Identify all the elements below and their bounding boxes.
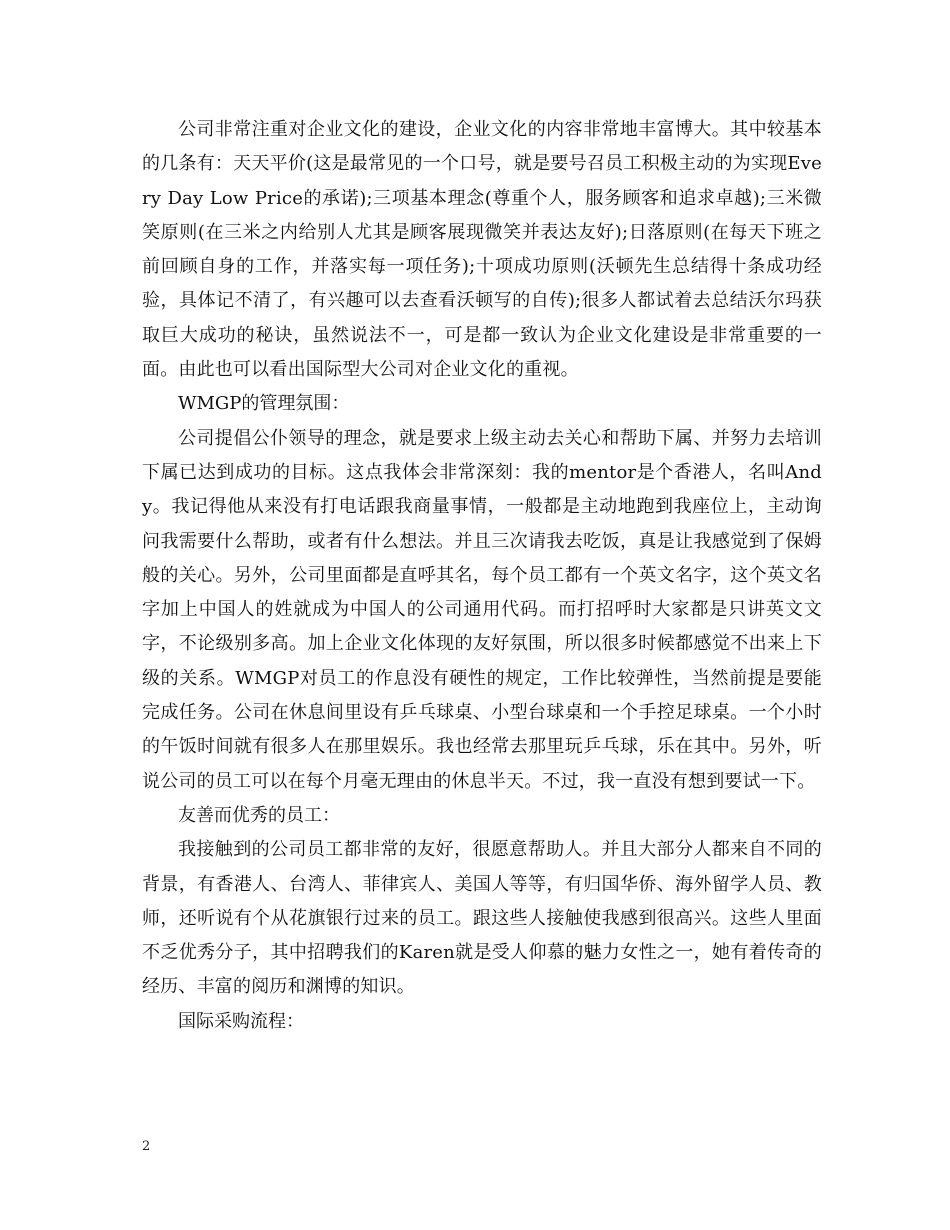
paragraph-employees: 我接触到的公司员工都非常的友好，很愿意帮助人。并且大部分人都来自不同的背景，有香港人、台湾人、菲律宾人、美国人等等，有归国华侨、海外留学人员、教师，还听说有个从花旗银行过来的员工。跟这些人接触使我感到很高兴。这些人里面不乏优秀分子，其中招聘我们的Karen就是受人仰慕的魅力女性之一，她有着传奇的经历、丰富的阅历和渊博的知识。 bbox=[142, 839, 822, 998]
document-body bbox=[142, 113, 822, 1039]
section-heading-employees: 友善而优秀的员工： bbox=[178, 804, 340, 826]
paragraph-corporate-culture: 公司非常注重对企业文化的建设，企业文化的内容非常地丰富博大。其中较基本的几条有：天天平价(这是最常见的一个口号，就是要号召员工积极主动的为实现Every Day Low Price的承诺);三项基本理念(尊重个人，服务顾客和追求卓越);三米微笑原则(在三米之内给别人尤其是顾客展现微笑并表达友好);日落原则(在每天下班之前回顾自身的工作，并落实每一项任务);十项成功原则(沃顿先生总结得十条成功经验，具体记不清了，有兴趣可以去查看沃顿写的自传);很多人都试着去总结沃尔玛获取巨大成功的秘诀，虽然说法不一，可是都一致认为企业文化建设是非常重要的一面。由此也可以看出国际型大公司对企业文化的重视。 bbox=[142, 119, 822, 381]
page-number: 2 bbox=[142, 1139, 151, 1154]
section-heading-management: WMGP的管理氛围： bbox=[178, 393, 350, 415]
section-heading-procurement: 国际采购流程： bbox=[178, 1010, 304, 1032]
paragraph-management-atmosphere: 公司提倡公仆领导的理念，就是要求上级主动去关心和帮助下属、并努力去培训下属已达到成功的目标。这点我体会非常深刻：我的mentor是个香港人，名叫Andy。我记得他从来没有打电话跟我商量事情，一般都是主动地跑到我座位上，主动询问我需要什么帮助，或者有什么想法。并且三次请我去吃饭，真是让我感觉到了保姆般的关心。另外，公司里面都是直呼其名，每个员工都有一个英文名字，这个英文名字加上中国人的姓就成为中国人的公司通用代码。而打招呼时大家都是只讲英文文字，不论级别多高。加上企业文化体现的友好氛围，所以很多时候都感觉不出来上下级的关系。WMGP对员工的作息没有硬性的规定，工作比较弹性，当然前提是要能完成任务。公司在休息间里设有乒乓球桌、小型台球桌和一个手控足球桌。一个小时的午饭时间就有很多人在那里娱乐。我也经常去那里玩乒乓球，乐在其中。另外，听说公司的员工可以在每个月毫无理由的休息半天。不过，我一直没有想到要试一下。 bbox=[142, 427, 822, 792]
